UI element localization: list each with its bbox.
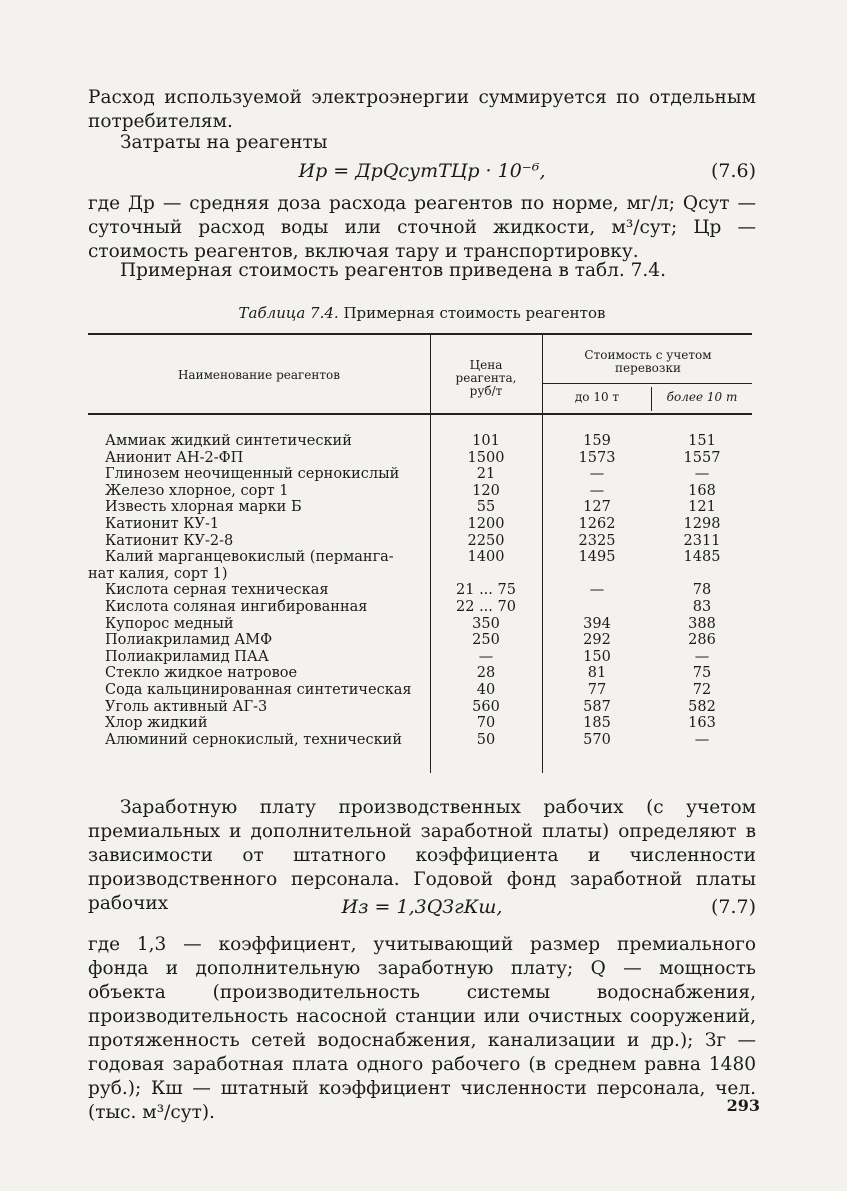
cell-reagent-name: Известь хлорная марки Б xyxy=(105,499,302,516)
paragraph-reagent-costs: Затраты на реагенты xyxy=(120,132,328,153)
cell-cost-upto-10t: 1495 xyxy=(578,549,616,566)
cell-reagent-name: Полиакриламид ПАА xyxy=(105,648,269,665)
cell-reagent-name: Катионит КУ-1 xyxy=(105,515,220,532)
cell-price: 350 xyxy=(472,615,500,632)
cell-cost-upto-10t: — xyxy=(589,582,605,599)
cell-price: 2250 xyxy=(467,532,505,549)
cell-price: 55 xyxy=(476,499,496,516)
header-upto-10t: до 10 т xyxy=(574,390,620,404)
table-row xyxy=(88,632,752,649)
formula-7-6 xyxy=(88,160,756,186)
cell-cost-upto-10t: 159 xyxy=(583,433,611,449)
cell-cost-over-10t: 83 xyxy=(692,598,712,615)
cell-cost-upto-10t: 127 xyxy=(583,499,611,516)
table-header-rule xyxy=(88,413,752,415)
cell-cost-upto-10t: 1573 xyxy=(578,449,616,466)
cell-cost-over-10t: 1298 xyxy=(683,515,721,532)
cell-reagent-name: Полиакриламид АМФ xyxy=(105,632,273,649)
table-row xyxy=(88,566,752,583)
cell-cost-upto-10t: 587 xyxy=(583,698,611,715)
table-row xyxy=(88,665,752,682)
cell-price: 1400 xyxy=(467,549,505,566)
cell-reagent-name: Стекло жидкое натровое xyxy=(105,665,298,682)
cell-cost-over-10t: 121 xyxy=(688,499,716,516)
cell-cost-over-10t: — xyxy=(694,466,710,483)
cell-reagent-name: Аммиак жидкий синтетический xyxy=(105,433,352,449)
table-subheader-rule xyxy=(543,383,752,384)
table-row xyxy=(88,450,752,467)
paragraph-formula-7-6-legend: где Др — средняя доза расхода реагентов по норме, мг/л; Qсут — суточный расход воды или сточной жидкости, м³/сут; Цр — стоимость реагентов, включая тару и транспортировку. xyxy=(88,193,756,262)
reagent-cost-table xyxy=(88,333,752,773)
table-row xyxy=(88,599,752,616)
cell-price: 22 ... 70 xyxy=(456,598,516,615)
cell-cost-upto-10t: 81 xyxy=(587,665,607,682)
table-row xyxy=(88,682,752,699)
table-row xyxy=(88,715,752,732)
cell-cost-upto-10t: 570 xyxy=(583,731,611,748)
table-row xyxy=(88,699,752,716)
cell-reagent-name: Железо хлорное, сорт 1 xyxy=(105,482,289,499)
cell-reagent-name: Алюминий сернокислый, технический xyxy=(105,731,403,748)
cell-reagent-name: Кислота серная техническая xyxy=(105,582,329,599)
cell-reagent-name: нат калия, сорт 1) xyxy=(88,565,228,582)
paragraph-table-reference: Примерная стоимость реагентов приведена в табл. 7.4. xyxy=(120,260,666,281)
table-row xyxy=(88,483,752,500)
cell-cost-upto-10t: 2325 xyxy=(578,532,616,549)
cell-reagent-name: Купорос медный xyxy=(105,615,234,632)
table-caption-title: Примерная стоимость реагентов xyxy=(343,304,606,322)
table-row xyxy=(88,516,752,533)
cell-cost-upto-10t: 394 xyxy=(583,615,611,632)
cell-cost-over-10t: 1485 xyxy=(683,549,721,566)
table-row xyxy=(88,499,752,516)
cell-price: 40 xyxy=(476,681,496,698)
formula-7-7-expression: Из = 1,3QЗгКш, xyxy=(341,896,503,918)
cell-price: 250 xyxy=(472,632,500,649)
cell-cost-over-10t: 78 xyxy=(692,582,712,599)
table-body xyxy=(88,433,752,748)
cell-cost-over-10t: 2311 xyxy=(683,532,721,549)
cell-reagent-name: Катионит КУ-2-8 xyxy=(105,532,234,549)
cell-cost-upto-10t: — xyxy=(589,466,605,483)
formula-7-7-number: (7.7) xyxy=(710,896,756,918)
table-row xyxy=(88,582,752,599)
cell-cost-over-10t: 286 xyxy=(688,632,716,649)
paragraph-formula-7-7-legend: где 1,3 — коэффициент, учитывающий размер премиального фонда и дополнительную заработную плату; Q — мощность объекта (производительность системы водоснабжения, производительность насосной станции или очистных сооружений, протяженность сетей водоснабжения, канализации и др.); Зг — годовая заработная плата одного рабочего (в среднем равна 1480 руб.); Кш — штатный коэффициент численности персонала, чел. (тыс. м³/сут). xyxy=(88,934,756,1123)
table-row xyxy=(88,549,752,566)
table-row xyxy=(88,649,752,666)
cell-reagent-name: Анионит АН-2-ФП xyxy=(105,449,244,466)
cell-price: — xyxy=(478,648,494,665)
cell-reagent-name: Глинозем неочищенный сернокислый xyxy=(105,466,400,483)
table-row xyxy=(88,466,752,483)
cell-reagent-name: Калий марганцевокислый (перманга- xyxy=(105,549,394,566)
formula-7-6-expression: Ир = ДрQсутTЦр · 10⁻⁶, xyxy=(298,160,546,182)
cell-cost-over-10t: 1557 xyxy=(683,449,721,466)
cell-cost-upto-10t: 77 xyxy=(587,681,607,698)
cell-price: 21 xyxy=(476,466,496,483)
cell-cost-upto-10t: 150 xyxy=(583,648,611,665)
table-row xyxy=(88,433,752,450)
formula-7-7 xyxy=(88,896,756,922)
cell-cost-over-10t: 151 xyxy=(688,433,716,449)
cell-cost-over-10t: 75 xyxy=(692,665,712,682)
cell-price: 101 xyxy=(472,433,500,449)
cell-price: 120 xyxy=(472,482,500,499)
cell-cost-upto-10t: 292 xyxy=(583,632,611,649)
cell-price: 28 xyxy=(476,665,496,682)
cell-price: 50 xyxy=(476,731,496,748)
table-row xyxy=(88,616,752,633)
cell-cost-over-10t: 163 xyxy=(688,715,716,732)
cell-reagent-name: Хлор жидкий xyxy=(105,715,208,732)
cell-cost-over-10t: 388 xyxy=(688,615,716,632)
cell-cost-over-10t: 72 xyxy=(692,681,712,698)
cell-price: 1500 xyxy=(467,449,505,466)
cell-cost-upto-10t: 1262 xyxy=(578,515,616,532)
paragraph-wages: Заработную плату производственных рабочих (с учетом премиальных и дополнительной заработной платы) определяют в зависимости от штатного коэффициента и численности производственного персонала. Годовой фонд заработной платы рабочих xyxy=(88,797,756,914)
cell-reagent-name: Уголь активный АГ-3 xyxy=(105,698,268,715)
cell-cost-over-10t: — xyxy=(694,648,710,665)
cell-cost-upto-10t: — xyxy=(589,482,605,499)
table-caption xyxy=(88,304,756,322)
formula-7-6-number: (7.6) xyxy=(710,160,756,182)
cell-cost-over-10t: 168 xyxy=(688,482,716,499)
cell-cost-over-10t: 582 xyxy=(688,698,716,715)
header-cost-with-transport: Стоимость с учетом перевозки xyxy=(584,348,712,375)
header-reagent-name: Наименование реагентов xyxy=(177,368,341,382)
page-number: 293 xyxy=(726,1096,760,1115)
cell-price: 1200 xyxy=(467,515,505,532)
cell-cost-upto-10t: 185 xyxy=(583,715,611,732)
table-caption-number: Таблица 7.4. xyxy=(238,304,339,322)
cell-price: 70 xyxy=(476,715,496,732)
table-row xyxy=(88,533,752,550)
header-reagent-price: Цена реагента, руб/т xyxy=(455,358,517,398)
cell-reagent-name: Кислота соляная ингибированная xyxy=(105,598,368,615)
paragraph-electricity: Расход используемой электроэнергии суммируется по отдельным потребителям. xyxy=(88,87,756,132)
header-over-10t: более 10 т xyxy=(666,390,738,404)
cell-price: 21 ... 75 xyxy=(456,582,516,599)
table-top-rule xyxy=(88,333,752,335)
cell-cost-over-10t: — xyxy=(694,731,710,748)
cell-price: 560 xyxy=(472,698,500,715)
cell-reagent-name: Сода кальцинированная синтетическая xyxy=(105,681,412,698)
table-row xyxy=(88,732,752,749)
